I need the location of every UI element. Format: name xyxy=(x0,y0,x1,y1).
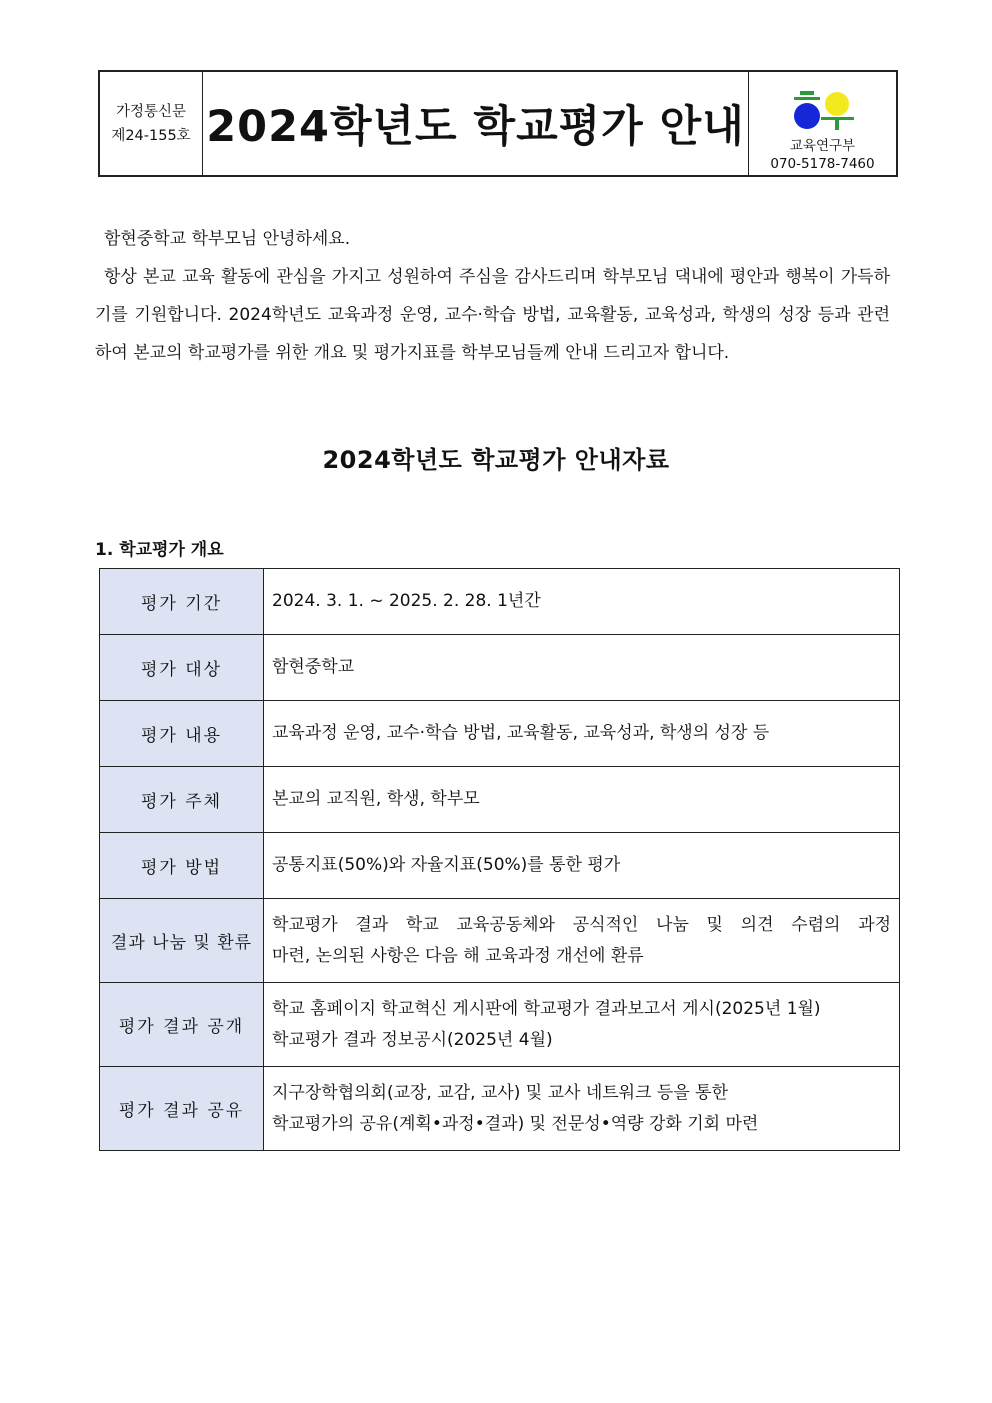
table-row xyxy=(100,833,900,899)
table-row xyxy=(100,635,900,701)
row-value xyxy=(264,833,900,899)
section-title: 2024학년도 학교평가 안내자료 xyxy=(322,446,670,474)
header-box xyxy=(98,70,898,177)
doc-number: 제24-155호 xyxy=(111,127,191,144)
evaluation-overview-table xyxy=(99,568,900,1151)
row-value xyxy=(264,635,900,701)
table-row xyxy=(100,1067,900,1151)
table-row xyxy=(100,569,900,635)
school-logo-icon xyxy=(791,89,855,131)
greeting-text: 함현중학교 학부모님 안녕하세요. xyxy=(104,229,351,249)
row-value xyxy=(264,569,900,635)
row-label: 평가 결과 공유 xyxy=(100,1067,264,1151)
table-row xyxy=(100,701,900,767)
doc-type: 가정통신문 xyxy=(115,103,187,120)
row-label: 평가 방법 xyxy=(100,833,264,899)
row-value xyxy=(264,701,900,767)
department-name: 교육연구부 xyxy=(789,138,856,154)
value-line: 공통지표(50%)와 자율지표(50%)를 통한 평가 xyxy=(272,855,621,875)
value-line: 2024. 3. 1. ~ 2025. 2. 28. 1년간 xyxy=(272,591,541,611)
row-label: 평가 결과 공개 xyxy=(100,983,264,1067)
value-line: 학교평가 결과 학교 교육공동체와 공식적인 나눔 및 의견 수렴의 과정 xyxy=(272,914,891,935)
row-value xyxy=(264,1067,900,1151)
row-label: 평가 주체 xyxy=(100,767,264,833)
subheading-overview: 1. 학교평가 개요 xyxy=(95,540,224,560)
department-info xyxy=(748,72,896,175)
table-row xyxy=(100,767,900,833)
intro-section xyxy=(95,220,890,372)
doc-info xyxy=(100,72,203,175)
value-line: 마련, 논의된 사항은 다음 해 교육과정 개선에 환류 xyxy=(272,945,644,966)
row-label: 평가 대상 xyxy=(100,635,264,701)
table-row xyxy=(100,899,900,983)
value-line: 학교 홈페이지 학교혁신 게시판에 학교평가 결과보고서 게시(2025년 1월) xyxy=(272,998,821,1019)
value-line: 학교평가 결과 정보공시(2025년 4월) xyxy=(272,1029,553,1050)
value-line: 본교의 교직원, 학생, 학부모 xyxy=(272,789,480,809)
value-line: 함현중학교 xyxy=(272,657,355,677)
value-line: 지구장학협의회(교장, 교감, 교사) 및 교사 네트워크 등을 통한 xyxy=(272,1082,729,1103)
department-phone: 070-5178-7460 xyxy=(770,156,875,172)
table-row xyxy=(100,983,900,1067)
intro-body-text: 항상 본교 교육 활동에 관심을 가지고 성원하여 주심을 감사드리며 학부모님 댁내에 평안과 행복이 가득하기를 기원합니다. 2024학년도 교육과정 운영, 교수·학습 방법, 교육활동, 교육성과, 학생의 성장 등과 관련하여 본교의 학교평가를 위한 개요 및 평가지표를 학부모님들께 안내 드리고자 합니다. xyxy=(95,267,890,363)
row-label: 평가 내용 xyxy=(100,701,264,767)
row-value xyxy=(264,983,900,1067)
value-line: 학교평가의 공유(계획•과정•결과) 및 전문성•역량 강화 기회 마련 xyxy=(272,1113,759,1134)
row-label: 평가 기간 xyxy=(100,569,264,635)
row-value xyxy=(264,899,900,983)
value-line: 교육과정 운영, 교수·학습 방법, 교육활동, 교육성과, 학생의 성장 등 xyxy=(272,723,770,743)
row-label: 결과 나눔 및 환류 xyxy=(100,899,264,983)
row-value xyxy=(264,767,900,833)
document-title: 2024학년도 학교평가 안내 xyxy=(206,102,745,152)
